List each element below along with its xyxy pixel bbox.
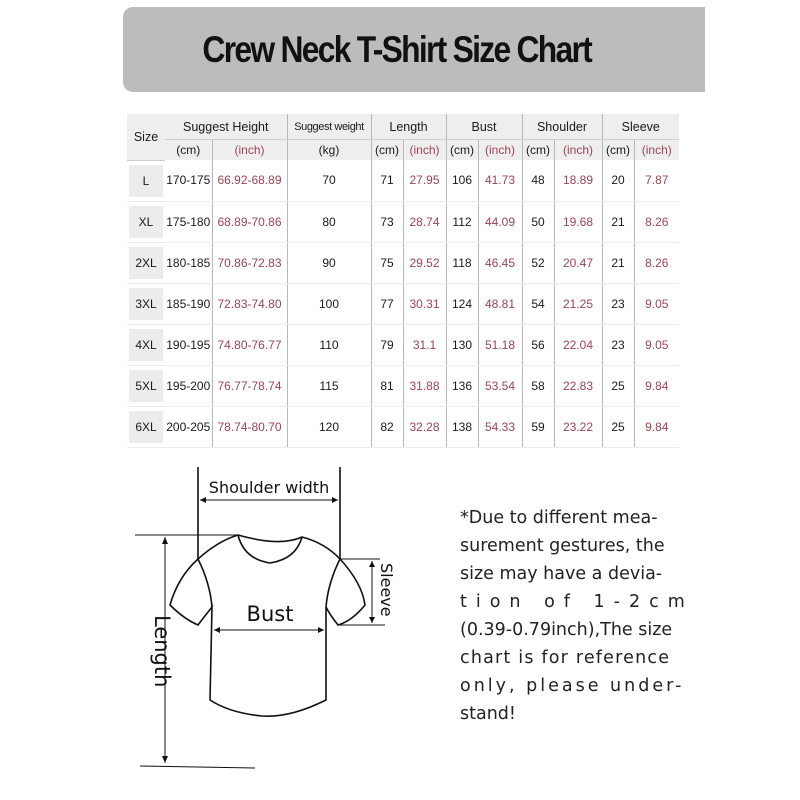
length-label: Length: [150, 615, 174, 688]
cell-sleeve-in: 8.26: [634, 242, 679, 283]
cell-height-in: 76.77-78.74: [212, 365, 287, 406]
note-line: (0.39-0.79inch),The size: [460, 620, 673, 640]
cell-shoulder-cm: 54: [522, 283, 554, 324]
cell-bust-cm: 136: [446, 365, 478, 406]
cell-weight-kg: 120: [287, 406, 371, 447]
unit-height-inch: (inch): [212, 140, 287, 161]
cell-sleeve-cm: 21: [602, 242, 634, 283]
cell-shoulder-in: 22.04: [554, 324, 602, 365]
cell-length-in: 28.74: [403, 201, 446, 242]
cell-bust-in: 46.45: [478, 242, 522, 283]
size-cell: [127, 201, 165, 242]
header-sleeve: Sleeve: [602, 114, 679, 140]
cell-length-in: 31.1: [403, 324, 446, 365]
table-row: [127, 365, 679, 406]
cell-sleeve-cm: 25: [602, 365, 634, 406]
cell-shoulder-cm: 50: [522, 201, 554, 242]
cell-shoulder-cm: 56: [522, 324, 554, 365]
cell-sleeve-in: 9.05: [634, 324, 679, 365]
unit-bust-cm: (cm): [446, 140, 478, 161]
cell-length-in: 29.52: [403, 242, 446, 283]
cell-sleeve-in: 9.84: [634, 365, 679, 406]
cell-height-cm: 175-180: [165, 201, 212, 242]
cell-shoulder-in: 19.68: [554, 201, 602, 242]
cell-sleeve-in: 7.87: [634, 160, 679, 201]
table-row: [127, 406, 679, 447]
cell-sleeve-cm: 25: [602, 406, 634, 447]
cell-bust-cm: 112: [446, 201, 478, 242]
note-line: stand!: [460, 704, 516, 724]
unit-sleeve-cm: (cm): [602, 140, 634, 161]
header-weight: Suggest weight: [287, 114, 371, 140]
cell-shoulder-in: 23.22: [554, 406, 602, 447]
cell-length-cm: 81: [371, 365, 403, 406]
cell-height-cm: 180-185: [165, 242, 212, 283]
cell-length-in: 32.28: [403, 406, 446, 447]
cell-height-cm: 195-200: [165, 365, 212, 406]
cell-bust-in: 41.73: [478, 160, 522, 201]
cell-shoulder-cm: 58: [522, 365, 554, 406]
cell-bust-cm: 106: [446, 160, 478, 201]
cell-height-cm: 185-190: [165, 283, 212, 324]
unit-shoulder-inch: (inch): [554, 140, 602, 161]
bust-label: Bust: [246, 602, 294, 626]
note-line: tion of 1-2cm: [460, 592, 694, 612]
cell-bust-in: 48.81: [478, 283, 522, 324]
table-row: [127, 201, 679, 242]
tshirt-diagram: [130, 455, 420, 785]
cell-shoulder-in: 20.47: [554, 242, 602, 283]
cell-shoulder-cm: 48: [522, 160, 554, 201]
cell-bust-cm: 118: [446, 242, 478, 283]
header-size: Size: [127, 114, 165, 160]
size-label: L: [129, 165, 163, 197]
size-cell: [127, 242, 165, 283]
note-line: chart is for reference: [460, 648, 671, 668]
unit-height-cm: (cm): [165, 140, 212, 161]
cell-height-cm: 200-205: [165, 406, 212, 447]
cell-height-in: 68.89-70.86: [212, 201, 287, 242]
cell-length-in: 30.31: [403, 283, 446, 324]
cell-sleeve-in: 9.84: [634, 406, 679, 447]
header-length: Length: [371, 114, 446, 140]
cell-shoulder-in: 18.89: [554, 160, 602, 201]
table-row: [127, 160, 679, 201]
deviation-note: [460, 504, 700, 728]
cell-height-cm: 190-195: [165, 324, 212, 365]
size-label: 2XL: [129, 247, 163, 279]
cell-sleeve-cm: 20: [602, 160, 634, 201]
cell-bust-in: 54.33: [478, 406, 522, 447]
cell-height-in: 66.92-68.89: [212, 160, 287, 201]
table-row: [127, 283, 679, 324]
cell-length-cm: 82: [371, 406, 403, 447]
cell-weight-kg: 100: [287, 283, 371, 324]
table-row: [127, 324, 679, 365]
cell-length-cm: 77: [371, 283, 403, 324]
cell-length-in: 27.95: [403, 160, 446, 201]
unit-shoulder-cm: (cm): [522, 140, 554, 161]
size-cell: [127, 365, 165, 406]
size-label: 3XL: [129, 288, 163, 320]
header-bust: Bust: [446, 114, 522, 140]
cell-length-cm: 73: [371, 201, 403, 242]
size-label: 5XL: [129, 370, 163, 402]
size-cell: [127, 283, 165, 324]
note-line: *Due to different mea-: [460, 508, 658, 528]
cell-length-cm: 71: [371, 160, 403, 201]
cell-shoulder-in: 21.25: [554, 283, 602, 324]
cell-weight-kg: 90: [287, 242, 371, 283]
cell-sleeve-cm: 23: [602, 324, 634, 365]
table-row: [127, 242, 679, 283]
cell-height-in: 70.86-72.83: [212, 242, 287, 283]
cell-sleeve-in: 8.26: [634, 201, 679, 242]
cell-length-cm: 79: [371, 324, 403, 365]
header-row-groups: [127, 114, 679, 140]
size-label: 6XL: [129, 411, 163, 443]
cell-bust-in: 44.09: [478, 201, 522, 242]
shoulder-width-label: Shoulder width: [208, 478, 330, 497]
cell-sleeve-in: 9.05: [634, 283, 679, 324]
cell-weight-kg: 115: [287, 365, 371, 406]
cell-bust-in: 53.54: [478, 365, 522, 406]
cell-bust-in: 51.18: [478, 324, 522, 365]
cell-bust-cm: 138: [446, 406, 478, 447]
cell-weight-kg: 110: [287, 324, 371, 365]
unit-length-inch: (inch): [403, 140, 446, 161]
note-line: size may have a devia-: [460, 564, 663, 584]
size-label: XL: [129, 206, 163, 238]
cell-length-cm: 75: [371, 242, 403, 283]
cell-height-in: 74.80-76.77: [212, 324, 287, 365]
cell-shoulder-in: 22.83: [554, 365, 602, 406]
cell-height-cm: 170-175: [165, 160, 212, 201]
note-line: surement gestures, the: [460, 536, 665, 556]
cell-weight-kg: 70: [287, 160, 371, 201]
header-height: Suggest Height: [165, 114, 287, 140]
size-cell: [127, 406, 165, 447]
cell-shoulder-cm: 52: [522, 242, 554, 283]
unit-sleeve-inch: (inch): [634, 140, 679, 161]
cell-sleeve-cm: 23: [602, 283, 634, 324]
size-label: 4XL: [129, 329, 163, 361]
cell-sleeve-cm: 21: [602, 201, 634, 242]
header-shoulder: Shoulder: [522, 114, 602, 140]
cell-weight-kg: 80: [287, 201, 371, 242]
unit-bust-inch: (inch): [478, 140, 522, 161]
size-cell: [127, 324, 165, 365]
cell-shoulder-cm: 59: [522, 406, 554, 447]
size-table: [127, 114, 679, 448]
cell-height-in: 72.83-74.80: [212, 283, 287, 324]
size-cell: [127, 160, 165, 201]
sleeve-label: Sleeve: [377, 563, 396, 617]
page-title: Crew Neck T-Shirt Size Chart: [202, 28, 592, 70]
unit-weight-kg: (kg): [287, 140, 371, 161]
cell-bust-cm: 130: [446, 324, 478, 365]
header-row-units: [127, 140, 679, 161]
cell-height-in: 78.74-80.70: [212, 406, 287, 447]
note-line: only, please under-: [460, 676, 685, 696]
title-banner: [123, 7, 705, 92]
unit-length-cm: (cm): [371, 140, 403, 161]
cell-length-in: 31.88: [403, 365, 446, 406]
cell-bust-cm: 124: [446, 283, 478, 324]
